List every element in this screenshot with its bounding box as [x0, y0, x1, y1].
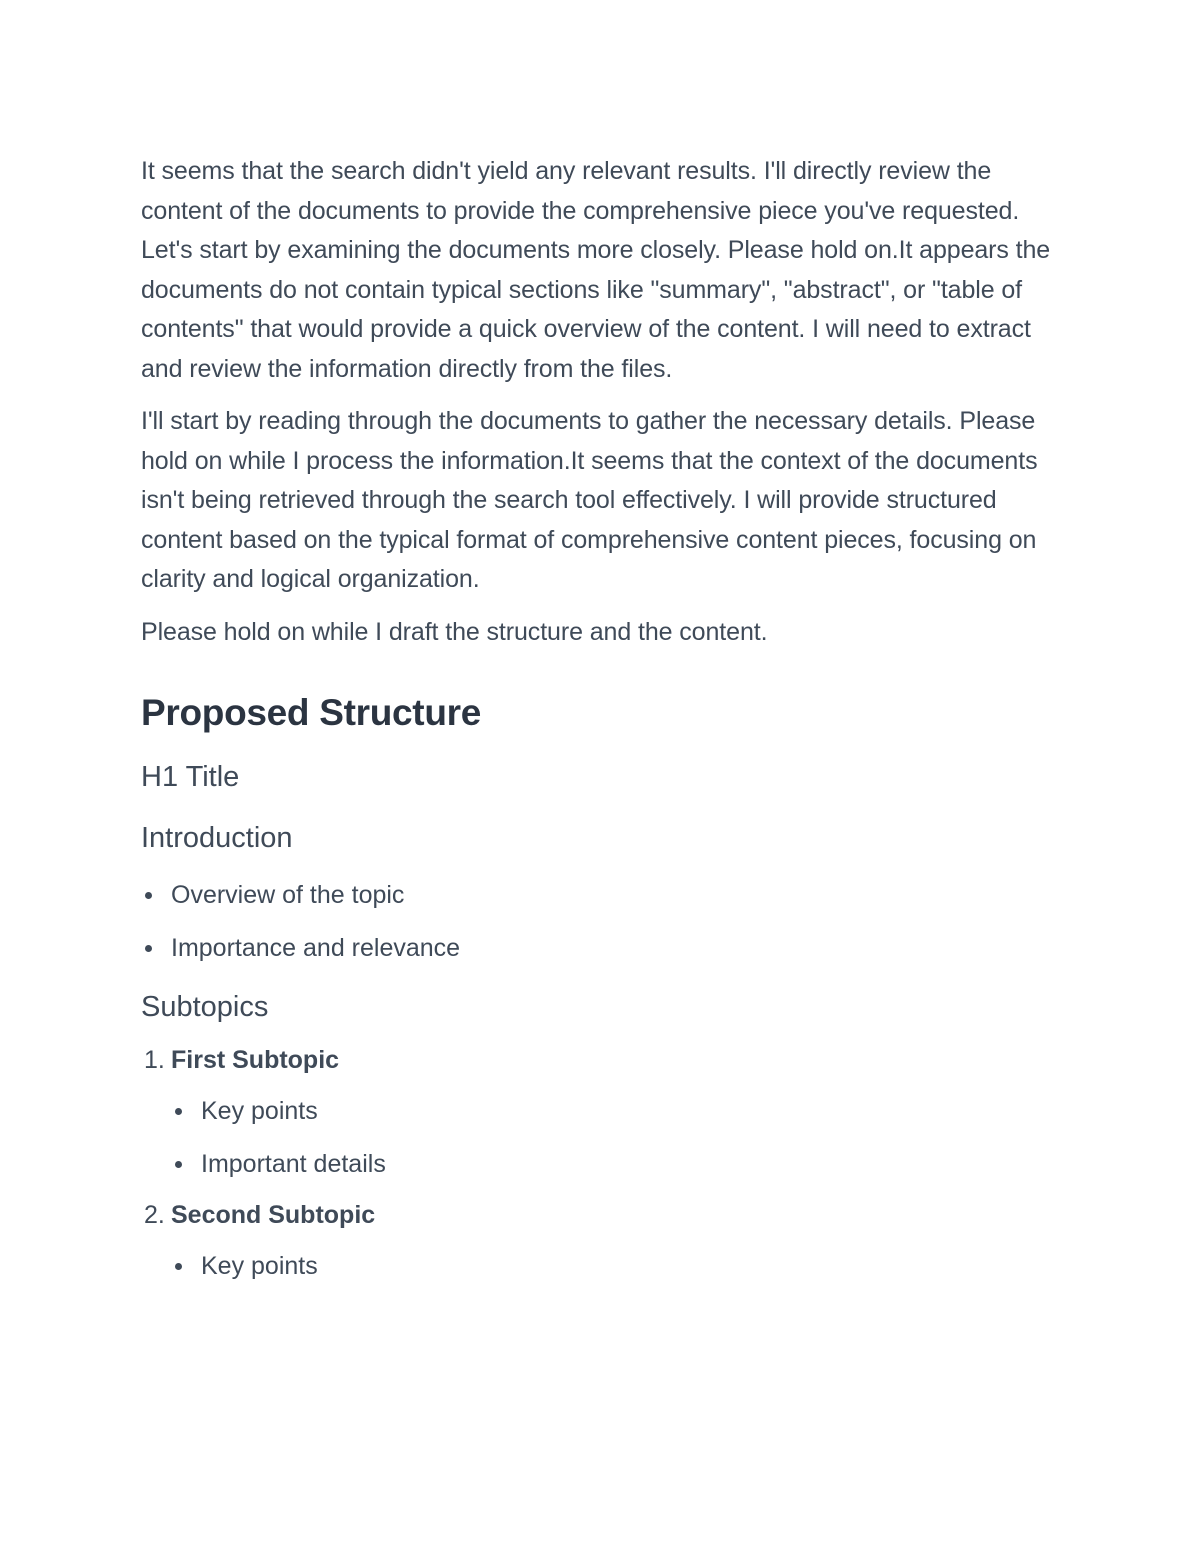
list-item-text: Importance and relevance [171, 934, 461, 962]
list-item-text: Key points [201, 1252, 318, 1280]
subtopics-list [141, 1043, 1066, 1283]
subtopic-points [171, 1094, 1066, 1181]
paragraph-3: Please hold on while I draft the structure and the content. [141, 617, 768, 646]
proposed-structure-heading: Proposed Structure [141, 692, 481, 733]
paragraph-1: It seems that the search didn't yield any relevant results. I'll directly review the content of the documents to provide the comprehensive piece you've requested. Let's start by examining the documents more closely. Please hold on.It appears the documents do not contain typical sections like "summary", "abstract", or "table of contents" that would provide a quick overview of the content. I will need to extract and review the information directly from the files. [141, 157, 1051, 383]
bullet-icon [175, 1108, 182, 1115]
bullet-icon [175, 1161, 182, 1168]
document-page [141, 152, 1066, 1283]
list-item-text: Important details [201, 1150, 386, 1178]
bullet-icon [145, 892, 152, 899]
subtopic-points [171, 1249, 1066, 1283]
subtopic-title: Second Subtopic [171, 1201, 376, 1229]
subtopic-item [141, 1198, 1066, 1283]
subtopic-number: 2. [144, 1201, 165, 1229]
list-item [171, 1249, 1066, 1283]
list-item [141, 878, 1066, 912]
list-item [171, 1094, 1066, 1128]
subtopics-heading: Subtopics [141, 991, 269, 1023]
subtopic-number: 1. [144, 1046, 165, 1074]
introduction-heading: Introduction [141, 822, 293, 854]
paragraph-2: I'll start by reading through the documents to gather the necessary details. Please hold on while I process the information.It seems that the context of the documents isn't being retrieved through the search tool effectively. I will provide structured content based on the typical format of comprehensive content pieces, focusing on clarity and logical organization. [141, 407, 1038, 593]
list-item [171, 1147, 1066, 1181]
list-item [141, 931, 1066, 965]
list-item-text: Key points [201, 1097, 318, 1125]
h1-title-heading: H1 Title [141, 761, 240, 793]
subtopic-item [141, 1043, 1066, 1181]
bullet-icon [145, 945, 152, 952]
introduction-list [141, 878, 1066, 965]
bullet-icon [175, 1263, 182, 1270]
list-item-text: Overview of the topic [171, 881, 405, 909]
subtopic-title: First Subtopic [171, 1046, 340, 1074]
